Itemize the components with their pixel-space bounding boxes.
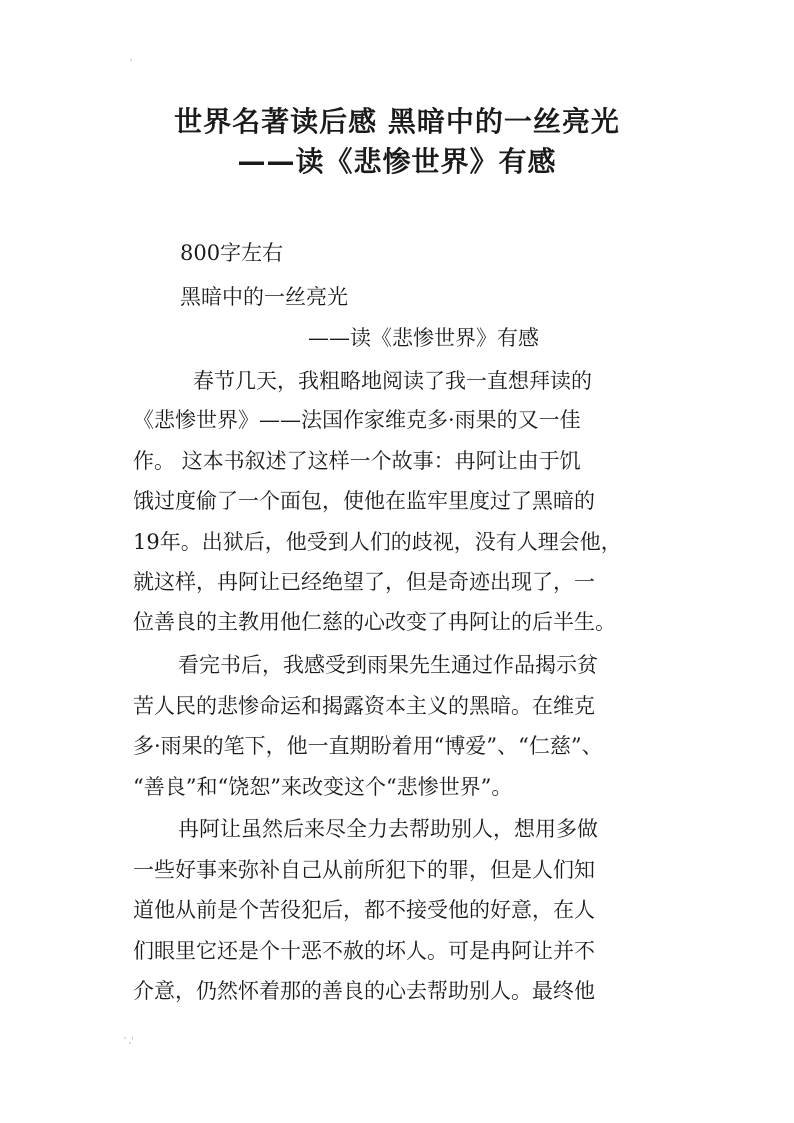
- body-line: 道他从前是个苦役犯后，都不接受他的好意，在人: [133, 898, 595, 922]
- essay-subtitle: 黑暗中的一丝亮光: [180, 285, 348, 309]
- essay-byline: ——读《悲惨世界》有感: [308, 326, 539, 350]
- body-line: 多·雨果的笔下，他一直期盼着用“博爱”、“仁慈”、: [133, 734, 603, 758]
- document-title-subline: ——读《悲惨世界》有感: [237, 145, 557, 178]
- body-line: 看完书后，我感受到雨果先生通过作品揭示贫: [178, 653, 598, 677]
- body-line: 春节几天，我粗略地阅读了我一直想拜读的: [193, 369, 592, 393]
- margin-mark-top: ': [130, 58, 133, 67]
- margin-mark-bottom: ' ,': [124, 1036, 134, 1045]
- body-line: 一些好事来弥补自己从前所犯下的罪，但是人们知: [133, 858, 595, 882]
- body-line: “善良”和“饶恕”来改变这个“悲惨世界”。: [133, 775, 513, 799]
- body-line: 冉阿让虽然后来尽全力去帮助别人，想用多做: [178, 817, 598, 841]
- body-line: 饿过度偷了一个面包，使他在监牢里度过了黑暗的: [133, 489, 595, 513]
- body-line: 位善良的主教用他仁慈的心改变了冉阿让的后半生。: [133, 610, 616, 634]
- word-count-note: 800字左右: [180, 241, 284, 265]
- document-title: 世界名著读后感 黑暗中的一丝亮光: [174, 105, 620, 138]
- body-line: 作。 这本书叙述了这样一个故事：冉阿让由于饥: [133, 449, 581, 473]
- body-line: 们眼里它还是个十恶不赦的坏人。可是冉阿让并不: [133, 939, 595, 963]
- body-line: 苦人民的悲惨命运和揭露资本主义的黑暗。在维克: [133, 694, 595, 718]
- body-line: 《悲惨世界》——法国作家维克多·雨果的又一佳: [133, 408, 581, 432]
- body-line: 就这样，冉阿让已经绝望了，但是奇迹出现了，一: [133, 570, 595, 594]
- body-line: 19年。出狱后，他受到人们的歧视，没有人理会他，: [133, 530, 622, 554]
- body-line: 介意，仍然怀着那的善良的心去帮助别人。最终他: [133, 979, 595, 1003]
